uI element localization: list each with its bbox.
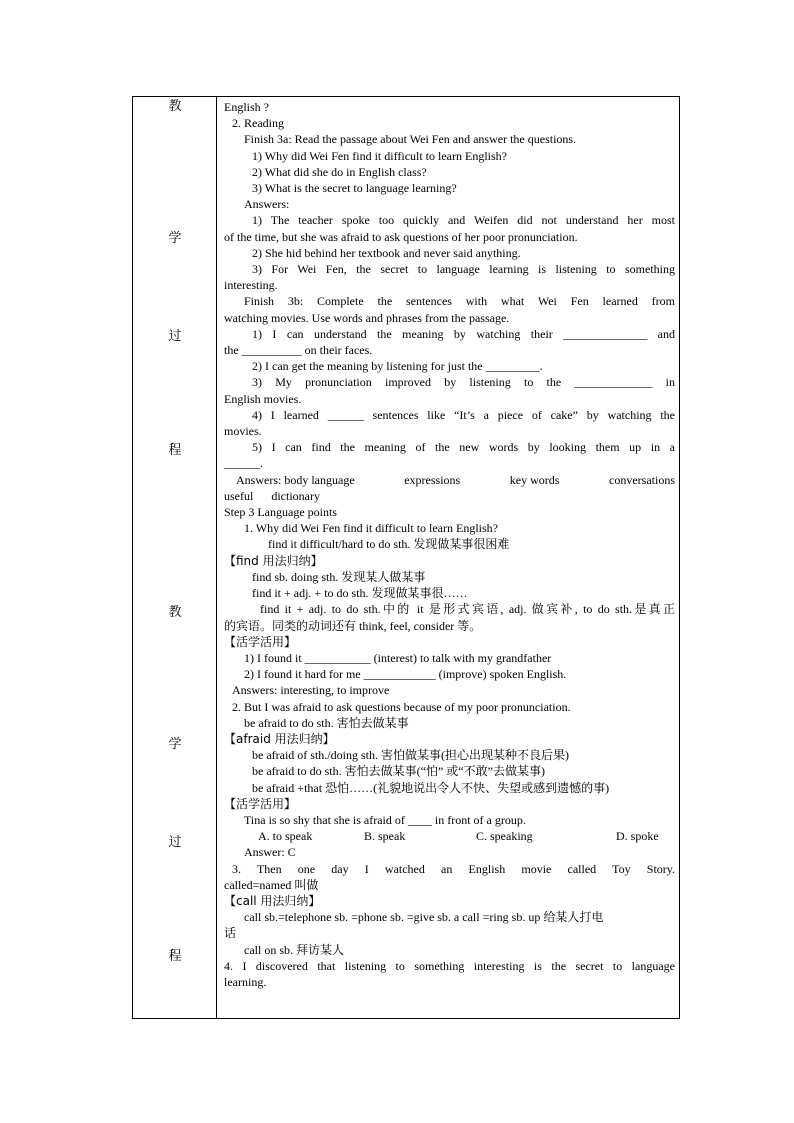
answers-label: Answer: C: [244, 845, 296, 860]
language-point: find it difficult/hard to do sth. 发现做某事很困难: [268, 537, 510, 552]
exercise: the __________ on their faces.: [224, 343, 373, 358]
stage-column: [133, 97, 217, 1018]
practice-heading: 【活学活用】: [224, 796, 297, 811]
question: 1) Why did Wei Fen find it difficult to learn English?: [252, 148, 507, 163]
lesson-table: [132, 96, 680, 1019]
answers-label: Answers: interesting, to improve: [232, 683, 390, 698]
usage-note: 的宾语。同类的动词还有 think, feel, consider 等。: [224, 618, 482, 633]
answer: 2) She hid behind her textbook and never said anything.: [252, 245, 521, 260]
exercise: Tina is so shy that she is afraid of ____ in front of a group.: [244, 812, 526, 827]
answer-word: key words: [509, 472, 560, 487]
usage-heading: 【find 用法归纳】: [224, 553, 323, 568]
answer-word: conversations: [609, 472, 675, 487]
option: C. speaking: [476, 829, 533, 844]
question: 3) What is the secret to language learning?: [252, 181, 457, 196]
stage-char: 学: [168, 231, 182, 246]
practice-heading: 【活学活用】: [224, 634, 297, 649]
task-instruction: Finish 3b: Complete the sentences with what Wei Fen learned from: [244, 294, 675, 309]
exercise: 4) I learned ______ sentences like “It’s a piece of cake” by watching the: [252, 407, 675, 422]
language-point: 4. I discovered that listening to something interesting is the secret to language: [224, 958, 675, 973]
answer: 3) For Wei Fen, the secret to language learning is listening to something: [252, 262, 675, 277]
section-heading: 2. Reading: [232, 116, 284, 131]
usage-heading: 【afraid 用法归纳】: [224, 731, 335, 746]
option: D. spoke: [616, 829, 659, 844]
answers-label: Answers:: [244, 197, 290, 212]
language-point: 3. Then one day I watched an English movie called Toy Story.: [232, 861, 675, 876]
exercise: 1) I can understand the meaning by watching their ______________ and: [252, 326, 675, 341]
option: B. speak: [364, 829, 406, 844]
answer-word: Answers: body language: [236, 472, 355, 487]
exercise: 3) My pronunciation improved by listening to the _____________ in: [252, 375, 675, 390]
language-point: 1. Why did Wei Fen find it difficult to learn English?: [244, 521, 498, 536]
usage-heading: 【call 用法归纳】: [224, 893, 321, 908]
stage-char: 程: [168, 949, 182, 964]
answer-word: expressions: [404, 472, 461, 487]
stage-char: 过: [168, 835, 182, 850]
exercise: movies.: [224, 424, 262, 439]
task-instruction: watching movies. Use words and phrases from the passage.: [224, 310, 510, 325]
usage-item: be afraid to do sth. 害怕去做某事(“怕” 或“不敢”去做某事): [252, 764, 545, 779]
usage-item: be afraid of sth./doing sth. 害怕做某事(担心出现某种不良后果): [252, 748, 569, 763]
usage-item: find it + adj. + to do sth. 发现做某事很……: [252, 586, 468, 601]
usage-item: be afraid +that 恐怕……(礼貌地说出令人不快、失望或感到遗憾的事): [252, 780, 610, 795]
language-point: learning.: [224, 974, 267, 989]
exercise: 2) I found it hard for me ____________ (improve) spoken English.: [244, 667, 567, 682]
stage-char: 程: [168, 443, 182, 458]
answer: 1) The teacher spoke too quickly and Weifen did not understand her most: [252, 213, 675, 228]
question: 2) What did she do in English class?: [252, 164, 427, 179]
task-instruction: Finish 3a: Read the passage about Wei Fen and answer the questions.: [244, 132, 577, 147]
answer: of the time, but she was afraid to ask questions of her poor pronunciation.: [224, 229, 578, 244]
usage-item: call sb.=telephone sb. =phone sb. =give sb. a call =ring sb. up 给某人打电: [244, 910, 604, 925]
text-line: English ?: [224, 100, 269, 114]
exercise: ______.: [224, 456, 263, 471]
option: A. to speak: [258, 829, 313, 844]
section-heading: Step 3 Language points: [224, 505, 337, 520]
stage-char: 过: [168, 329, 182, 344]
exercise: 2) I can get the meaning by listening for just the _________.: [252, 359, 543, 374]
exercise: 1) I found it ___________ (interest) to talk with my grandfather: [244, 650, 552, 665]
language-point: be afraid to do sth. 害怕去做某事: [244, 715, 409, 730]
answer: interesting.: [224, 278, 278, 293]
lesson-content: [224, 99, 675, 990]
stage-char: 学: [168, 737, 182, 752]
usage-item: find sb. doing sth. 发现某人做某事: [252, 569, 426, 584]
stage-char: 教: [168, 99, 182, 114]
choice-options: [224, 828, 675, 844]
usage-note: find it + adj. to do sth.中的 it 是形式宾语, adj. 做宾补, to do sth.是真正: [260, 602, 675, 617]
usage-item: call on sb. 拜访某人: [244, 942, 344, 957]
stage-char: 教: [168, 605, 182, 620]
exercise: English movies.: [224, 391, 302, 406]
exercise: 5) I can find the meaning of the new words by looking them up in a: [252, 440, 675, 455]
usage-item: 话: [224, 926, 237, 941]
language-point: called=named 叫做: [224, 877, 319, 892]
answers-row: [224, 472, 675, 488]
answers-row: useful dictionary: [224, 488, 320, 503]
language-point: 2. But I was afraid to ask questions because of my poor pronunciation.: [232, 699, 571, 714]
